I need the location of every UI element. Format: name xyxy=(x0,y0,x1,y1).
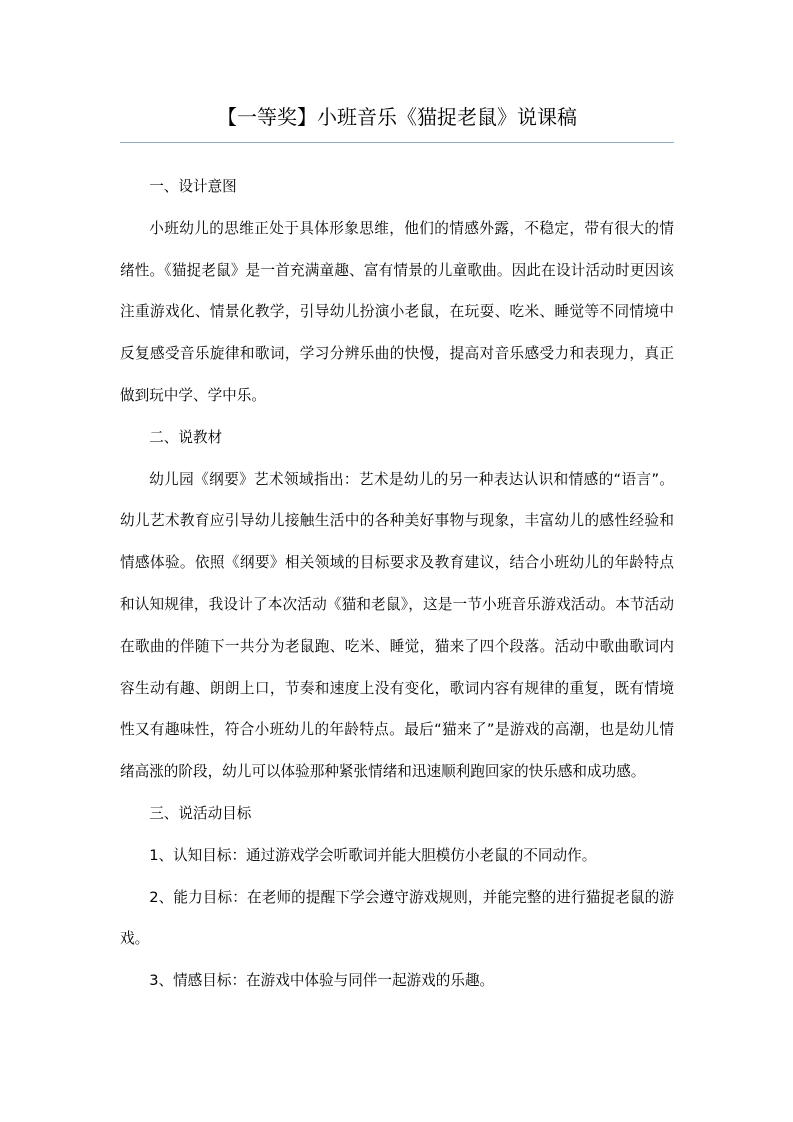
section-heading-activity-goals: 三、说活动目标 xyxy=(149,804,252,822)
title-divider xyxy=(120,142,674,143)
document-body xyxy=(120,166,674,1002)
goal-emotional: 3、情感目标：在游戏中体验与同伴一起游戏的乐趣。 xyxy=(149,972,495,990)
section-heading-teaching-material: 二、说教材 xyxy=(149,428,223,446)
document-title: 【一等奖】小班音乐《猫捉老鼠》说课稿 xyxy=(217,105,577,129)
section-heading-design-intent: 一、设计意图 xyxy=(149,178,237,195)
goal-cognitive: 1、认知目标：通过游戏学会听歌词并能大胆模仿小老鼠的不同动作。 xyxy=(149,846,597,864)
goal-ability: 2、能力目标：在老师的提醒下学会遵守游戏规则，并能完整的进行猫捉老鼠的游戏。 xyxy=(120,888,674,948)
paragraph-design-intent: 小班幼儿的思维正处于具体形象思维，他们的情感外露，不稳定，带有很大的情绪性。《猫捉老鼠》是一首充满童趣、富有情景的儿童歌曲。因此在设计活动时更因该注重游戏化、情景化教学，引导幼儿扮演小老鼠，在玩耍、吃米、睡觉等不同情境中反复感受音乐旋律和歌词，学习分辨乐曲的快慢，提高对音乐感受力和表现力，真正做到玩中学、学中乐。 xyxy=(120,219,674,404)
paragraph-teaching-material: 幼儿园《纲要》艺术领域指出：艺术是幼儿的另一种表达认识和情感的“语言”。幼儿艺术教育应引导幼儿接触生活中的各种美好事物与现象，丰富幼儿的感性经验和情感体验。依照《纲要》相关领域的目标要求及教育建议，结合小班幼儿的年龄特点和认知规律，我设计了本次活动《猫和老鼠》，这是一节小班音乐游戏活动。本节活动在歌曲的伴随下一共分为老鼠跑、吃米、睡觉，猫来了四个段落。活动中歌曲歌词内容生动有趣、朗朗上口，节奏和速度上没有变化，歌词内容有规律的重复，既有情境性又有趣味性，符合小班幼儿的年龄特点。最后“猫来了”是游戏的高潮，也是幼儿情绪高涨的阶段，幼儿可以体验那种紧张情绪和迅速顺利跑回家的快乐感和成功感。 xyxy=(120,470,674,781)
